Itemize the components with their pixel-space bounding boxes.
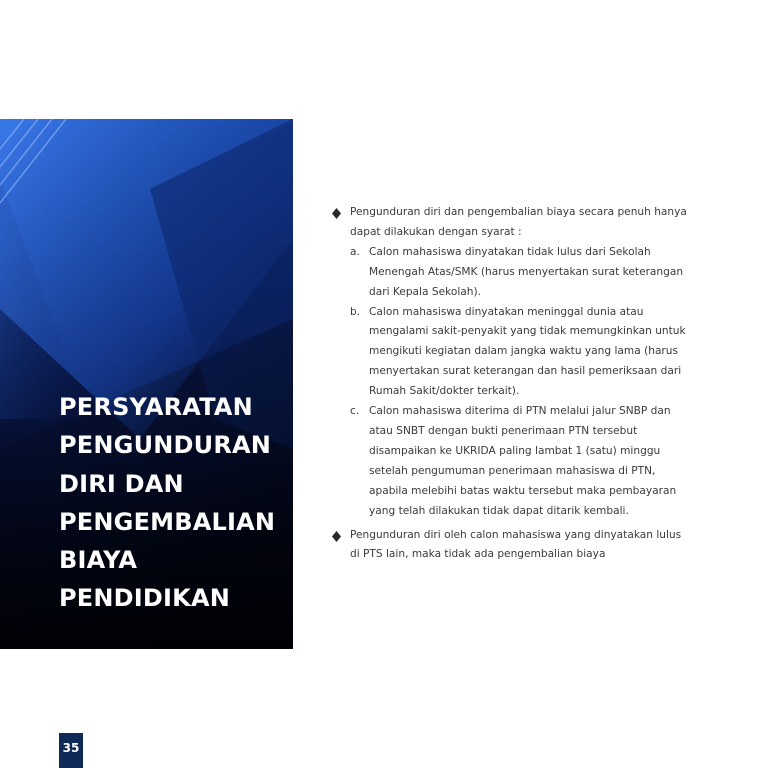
text-line: Menengah Atas/SMK (harus menyertakan surat keterangan (369, 265, 684, 278)
text-line: setelah pengumuman penerimaan mahasiswa di PTN, (369, 464, 656, 477)
text-line: disampaikan ke UKRIDA paling lambat 1 (satu) minggu (369, 444, 661, 457)
page-title (59, 388, 289, 618)
text-line: Pengunduran diri oleh calon mahasiswa yang dinyatakan lulus (350, 528, 682, 541)
requirement-bullet-full-refund (330, 203, 687, 522)
text-line: di PTS lain, maka tidak ada pengembalian biaya (350, 548, 606, 561)
title-line: PERSYARATAN (59, 393, 253, 421)
condition-item (350, 303, 686, 403)
title-panel (0, 119, 293, 649)
condition-label: c. (350, 405, 360, 418)
diamond-bullet-icon (332, 208, 341, 219)
text-line: yang telah dilakukan tidak dapat ditarik kembali. (369, 504, 629, 517)
bullet-text (350, 526, 680, 566)
condition-label: a. (350, 245, 360, 258)
text-line: dapat dilakukan dengan syarat : (350, 225, 522, 238)
text-line: dari Kepala Sekolah). (369, 285, 481, 298)
text-line: Rumah Sakit/dokter terkait). (369, 385, 520, 398)
title-line: PENDIDIKAN (59, 584, 231, 613)
text-line: mengalami sakit-penyakit yang tidak memungkinkan untuk (369, 325, 686, 338)
title-line: DIRI DAN (59, 469, 184, 498)
requirements-content (330, 203, 687, 565)
text-line: apabila melebihi batas waktu tersebut maka pembayaran (369, 484, 677, 497)
condition-list (350, 243, 686, 522)
condition-label: b. (350, 305, 361, 318)
requirement-bullet-pts (330, 526, 680, 566)
text-line: Calon mahasiswa diterima di PTN melalui jalur SNBP dan (369, 405, 671, 418)
title-line: PENGEMBALIAN (59, 507, 276, 536)
diamond-bullet-icon (332, 531, 341, 542)
condition-item (350, 402, 680, 521)
page-number-badge: 35 (59, 733, 83, 768)
title-line: PENGUNDURAN (59, 431, 272, 460)
text-line: menyertakan surat keterangan dan hasil pemeriksaan dari (369, 365, 682, 378)
text-line: atau SNBT dengan bukti penerimaan PTN tersebut (369, 424, 638, 437)
text-line: mengikuti kegiatan dalam jangka waktu yang lama (harus (369, 345, 679, 358)
condition-item (350, 243, 684, 303)
text-line: Calon mahasiswa dinyatakan tidak lulus dari Sekolah (369, 245, 651, 258)
text-line: Pengunduran diri dan pengembalian biaya secara penuh hanya (350, 206, 687, 218)
text-line: Calon mahasiswa dinyatakan meninggal dunia atau (369, 305, 644, 318)
title-line: BIAYA (59, 546, 138, 575)
bullet-text (350, 203, 687, 243)
